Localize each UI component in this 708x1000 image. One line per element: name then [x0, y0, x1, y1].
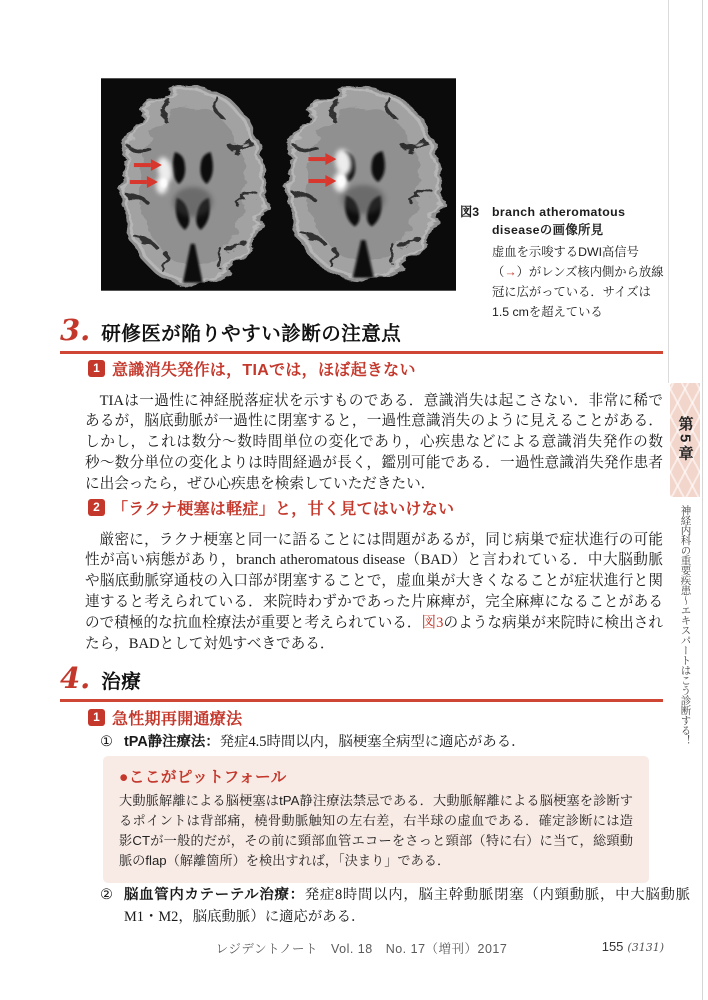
section-rule: [60, 351, 663, 354]
brain-slice-left: [122, 88, 264, 283]
section-4-number: 4.: [60, 661, 91, 695]
treatment-item-2-text: 発症8時間以内，脳主幹動脈閉塞（内頸動脈，中大脳動脈M1・M2，脳底動脈）に適応がある．: [124, 887, 690, 925]
page-number-alt: (3131): [627, 941, 664, 954]
item-marker: ②: [100, 887, 113, 903]
treatment-item-2: [100, 884, 690, 928]
figure-reference: 図3: [421, 614, 444, 631]
subsection-number-badge: 1: [88, 709, 105, 726]
figure-caption: [460, 203, 666, 323]
figure-description: [492, 243, 666, 323]
treatment-item-1-label: tPA静注療法：: [124, 734, 220, 750]
brain-slice-right: [288, 89, 440, 279]
figure-desc-pre: 虚血を示唆するDWI高信号（: [492, 244, 639, 279]
figure-title: branch atheromatous diseaseの画像所見: [492, 205, 626, 238]
section-3-number: 3.: [60, 313, 91, 347]
subsection-4-1-heading: [88, 706, 242, 729]
pitfall-heading: ●ここがピットフォール: [119, 769, 287, 786]
treatment-item-1: [100, 731, 687, 753]
pitfall-box: [103, 756, 649, 883]
page-number: 155: [601, 939, 624, 954]
red-arrow-icon: →: [504, 264, 517, 279]
brain-mri-figure: [101, 78, 456, 291]
subsection-number-badge: 1: [88, 360, 105, 377]
section-rule: [60, 699, 663, 702]
subsection-3-1-heading: [88, 357, 416, 380]
footer-page-number: [602, 939, 664, 954]
chapter-title-vertical: [672, 505, 700, 755]
subsection-4-1-title: 急性期再開通療法: [112, 711, 243, 728]
figure-label: 図3: [460, 205, 480, 219]
paragraph-bad: [85, 530, 663, 655]
chapter-title-text: 神経内科の重要疾患〜エキスパートはこう診断する！: [679, 505, 692, 745]
paragraph-bad-post: のような病巣が来院時に検出されたら，BADとして対処すべきである．: [85, 614, 663, 652]
paragraph-bad-pre: 厳密に，ラクナ梗塞と同一に語ることには問題があるが，同じ病巣で症状進行の可能性が高い病態があり，branch atheromatous disease（BAD）と言われている．中大脳動脈や脳底動脈穿通枝の入口部が閉塞することで，虚血巣が大きくなることが症状進行と関連すると考えられている．来院時わずかであった片麻痺が，完全麻痺になることがあるので積極的な抗血栓療法が重要と考えられている．: [85, 531, 663, 631]
sidebar-divider-top: [668, 0, 669, 383]
section-3-title: 研修医が陥りやすい診断の注意点: [101, 323, 402, 345]
subsection-3-2-title: 「ラクナ梗塞は軽症」と，甘く見てはいけない: [112, 501, 455, 518]
page-edge-line: [702, 0, 703, 1000]
subsection-number-badge: 2: [88, 499, 105, 516]
item-marker: ①: [100, 734, 113, 750]
subsection-3-1-title: 意識消失発作は，TIAでは，ほぼ起きない: [112, 362, 416, 379]
chapter-tab-label: 第5章: [676, 416, 694, 464]
treatment-item-1-text: 発症4.5時間以内，脳梗塞全病型に適応がある．: [219, 734, 526, 750]
subsection-3-2-heading: [88, 496, 454, 519]
section-4-header: [60, 661, 663, 702]
footer-journal-line: レジデントノート Vol. 18 No. 17（増刊）2017: [215, 942, 508, 956]
section-4-title: 治療: [101, 671, 142, 693]
section-3-header: [60, 313, 663, 354]
figure-desc-post: ）がレンズ核内側から放線冠に広がっている．サイズは1.5 cmを超えている: [492, 264, 664, 319]
treatment-item-2-label: 脳血管内カテーテル治療：: [124, 887, 305, 903]
pitfall-body: 大動脈解離による脳梗塞はtPA静注療法禁忌である．大動脈解離による脳梗塞を診断するポイントは背部痛，橈骨動脈触知の左右差，右半球の虚血である．確定診断には造影CTが一般的だが，その前に頸部血管エコーをさっと頸部（特に右）に当て，総頸動脈のflap（解離箇所）を検出すれば，「決まり」である．: [119, 793, 633, 868]
chapter-tab: [670, 383, 700, 497]
paragraph-tia: TIAは一過性に神経脱落症状を示すものである．意識消失は起こさない．非常に稀であるが，脳底動脈が一過性に閉塞すると，一過性意識消失のように見えることがある．しかし，これは数分〜数時間単位の変化であり，心疾患などによる意識消失発作の数秒〜数分単位の変化よりは時間経過が長く，鑑別可能である．一過性意識消失発作患者に出会ったら，ぜひ心疾患を検索していただきたい．: [85, 392, 663, 492]
